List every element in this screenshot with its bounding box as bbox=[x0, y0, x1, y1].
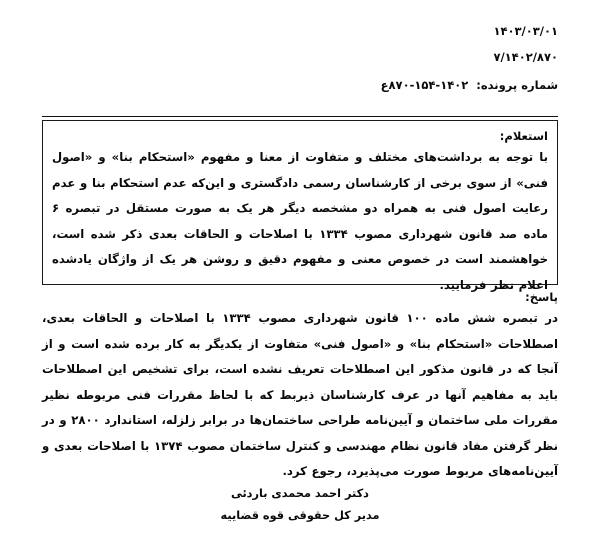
document-date: ۱۴۰۳/۰۳/۰۱ bbox=[493, 24, 558, 38]
answer-section bbox=[42, 306, 558, 485]
inquiry-label: استعلام: bbox=[499, 129, 548, 143]
case-number-value: ۸۷۰-۱۵۴-۱۴۰۲ع bbox=[380, 78, 469, 92]
case-number-row bbox=[42, 72, 558, 98]
inquiry-section bbox=[42, 120, 558, 292]
signatory-title: مدیر کل حقوقی قوه قضاییه bbox=[220, 509, 380, 522]
header-divider bbox=[42, 116, 558, 117]
answer-label: پاسخ: bbox=[525, 290, 558, 304]
inquiry-text: با توجه به برداشت‌های مختلف و متفاوت از معنا و مفهوم «استحکام بنا» و «اصول فنی» از سوی برخی از کارشناسان رسمی دادگستری و این‌که عدم استحکام بنا و عدم رعایت اصول فنی به همراه دو مشخصه دیگر هر یک به صورت مستقل در تبصره ۶ ماده صد قانون شهرداری مصوب ۱۳۳۴ با اصلاحات و الحاقات بعدی ذکر شده است، خواهشمند است در خصوص معنی و مفهوم دقیق و روشن هر یک از واژگان یادشده اعلام نظر فرمایید. bbox=[52, 150, 548, 292]
document-header bbox=[42, 18, 558, 98]
document-reference-number: ۷/۱۴۰۲/۸۷۰ bbox=[493, 50, 558, 64]
signatory-name: دکتر احمد محمدی باردئی bbox=[231, 487, 369, 500]
signature-block bbox=[42, 483, 558, 527]
answer-text: در تبصره شش ماده ۱۰۰ قانون شهرداری مصوب ۱۳۳۴ با اصلاحات و الحاقات بعدی، اصطلاحات «استحکام بنا» و «اصول فنی» متفاوت از یکدیگر به کار برده شده است و از آنجا که در قانون مذکور این اصطلاحات تعریف نشده است، برای تشخیص این اصطلاحات باید به مفاهیم آنها در عرف کارشناسان ذیربط که با لحاظ مقررات فنی مربوطه نظیر مقررات ملی ساختمان و آیین‌نامه طراحی ساختمان‌ها در برابر زلزله، استاندارد ۲۸۰۰ و در نظر گرفتن مفاد قانون نظام مهندسی و کنترل ساختمان مصوب ۱۳۷۴ با اصلاحات بعدی و آیین‌نامه‌های مربوط صورت می‌پذیرد، رجوع کرد. bbox=[42, 311, 558, 478]
case-number-label: شماره پرونده: bbox=[476, 78, 558, 92]
